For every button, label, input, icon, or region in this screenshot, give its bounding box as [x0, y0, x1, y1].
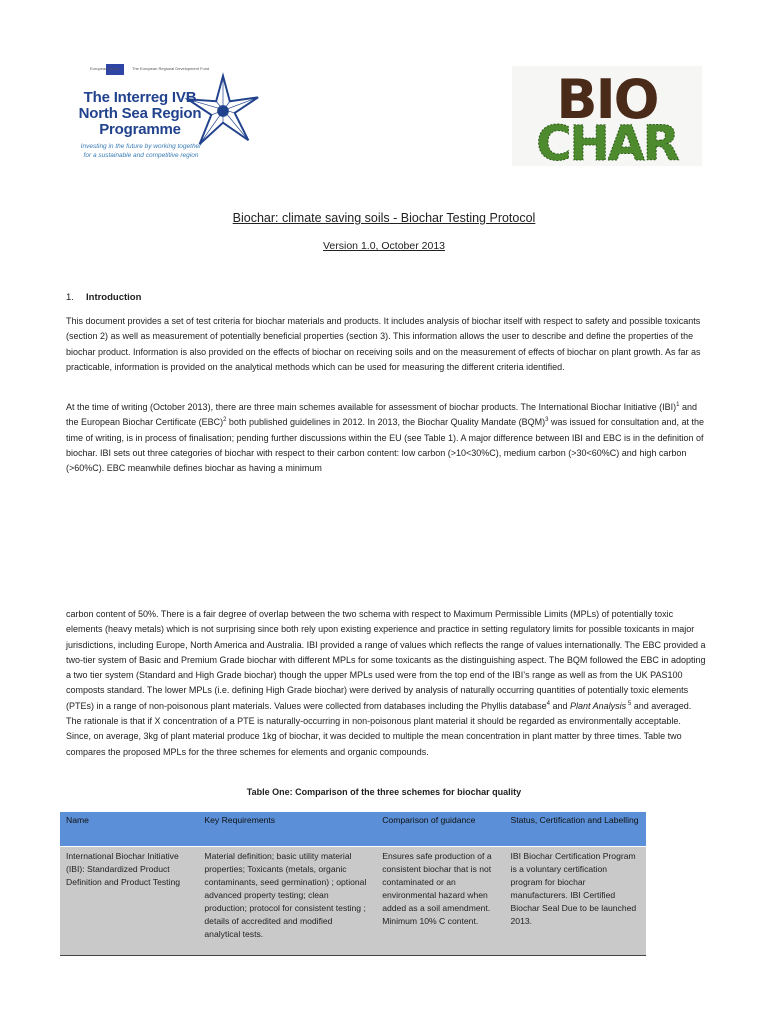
fund-label: The European Regional Development Fund — [132, 66, 210, 71]
interreg-title-line: The Interreg IVB — [83, 89, 197, 106]
document-title: Biochar: climate saving soils - Biochar Testing Protocol — [232, 211, 536, 225]
footnote-ref[interactable]: 3 — [545, 417, 549, 424]
paragraph-text: and the European Biochar Certificate (EBC) — [66, 402, 698, 428]
column-header: Key Requirements — [198, 812, 376, 847]
paragraph-text: both published guidelines in 2012. In 2013, the Biochar Quality Mandate (BQM) — [226, 417, 546, 428]
biochar-logo — [512, 66, 702, 166]
biochar-char-text: CHAR — [536, 116, 678, 166]
table-row — [60, 847, 646, 956]
italic-text: Plant Analysis — [569, 700, 627, 711]
paragraph-text: and — [549, 700, 570, 711]
footnote-ref[interactable]: 2 — [223, 417, 227, 424]
section-heading — [66, 292, 141, 303]
biochar-logo-graphic — [512, 66, 702, 166]
interreg-title-line: Programme — [99, 121, 181, 138]
interreg-logo — [62, 62, 262, 172]
table-caption: Table One: Comparison of the three schemes for biochar quality — [246, 787, 522, 797]
interreg-tagline-line: Investing in the future by working together — [80, 143, 202, 150]
eu-label: European Union — [90, 66, 119, 71]
paragraph-text: At the time of writing (October 2013), there are three main schemes available for assessment of biochar products. The International Biochar Initiative (IBI) — [66, 402, 677, 412]
starfish-star-icon — [184, 72, 262, 150]
column-header: Comparison of guidance — [376, 812, 504, 847]
footnote-ref[interactable]: 4 — [546, 700, 550, 707]
intro-paragraph-3 — [66, 607, 706, 760]
footnote-ref[interactable]: 1 — [676, 402, 680, 408]
section-title: Introduction — [86, 292, 142, 303]
table-header-row — [60, 812, 646, 847]
table-cell: International Biochar Initiative (IBI): Standardized Product Definition and Product Testing — [60, 847, 198, 956]
biochar-bio-text: BIO — [556, 68, 658, 131]
intro-paragraph-2 — [66, 400, 706, 476]
section-number: 1. — [66, 292, 74, 303]
comparison-table — [60, 812, 646, 956]
footnote-ref[interactable]: 5 — [626, 700, 632, 707]
intro-paragraph-1: This document provides a set of test criteria for biochar materials and products. It includes analysis of biochar itself with respect to safety and possible toxicants (section 2) as well as measurement of potentially beneficial properties (section 3). This information allows the user to describe and define the properties of the biochar product. Information is also provided on the effects of biochar on receiving soils and on the measurement of effects of biochar on plant growth. As far as practicable, information is provided on the analytical methods which can be used for measuring the different criteria identified. — [66, 316, 701, 372]
paragraph-text: carbon content of 50%. There is a fair degree of overlap between the two schema with respect to Maximum Permissible Limits (MPLs) of potentially toxic elements (heavy metals) which is not surprising since both rely upon existing experience and practice in setting regulatory limits for possible toxicants in major jurisdictions, including Europe, North America and Australia. IBI provided a range of values which reflects the range of values internationally. The EBC provided a two-tier system of Basic and Premium Grade biochar with different MPLs for some toxicants as the distinguishing aspect. The BQM followed the EBC in adopting a two tier system (Standard and High Grade biochar) though the upper MPLs used were from the top end of the IBI’s range as well as from the UK PAS100 composts standard. The lower MPLs (i.e. defining High Grade biochar) were derived by analysis of naturally occurring quantities of potentially toxic elements (PTEs) in a range of non-poisonous plant materials. Values were collected from databases including the Phyllis database — [66, 609, 706, 711]
paragraph-text: and averaged. The rationale is that if X concentration of a PTE is naturally-occurring in non-poisonous plant material it should be regarded as environmentally acceptable. Since, on average, 3kg of plant material produce 1kg of biochar, it was decided to multiple the mean concentration in plant matter by three times. Table two compares the proposed MPLs for the three schemes for elements and organic compounds. — [66, 700, 692, 757]
interreg-title-line: North Sea Region — [78, 105, 202, 122]
paragraph-text: was issued for consultation and, at the time of writing, is in process of finalisation; pending further discussions within the EU (see Table 1). A major difference between IBI and EBC is in the definition of biochar. IBI sets out three categories of biochar with respect to their carbon content: low carbon (>10<30%C), medium carbon (>30<60%C) and high carbon (>60%C). EBC meanwhile defines biochar as having a minimum — [66, 417, 705, 474]
document-version: Version 1.0, October 2013 — [323, 240, 445, 252]
column-header: Status, Certification and Labelling — [505, 812, 646, 847]
column-header: Name — [60, 812, 198, 847]
table-cell: Ensures safe production of a consistent biochar that is not contaminated or an environmental hazard when added as a soil amendment. Minimum 10% C content. — [376, 847, 504, 956]
table-cell: IBI Biochar Certification Program is a voluntary certification program for biochar manufacturers. IBI Certified Biochar Seal Due to be launched 2013. — [505, 847, 646, 956]
interreg-tagline-line: for a sustainable and competitive region — [83, 152, 199, 159]
table-cell: Material definition; basic utility material properties; Toxicants (metals, organic contaminants, seed germination) ; optional advanced property testing; clean production; protocol for consistent testing ; details of accredited and modified analytical tests. — [198, 847, 376, 956]
